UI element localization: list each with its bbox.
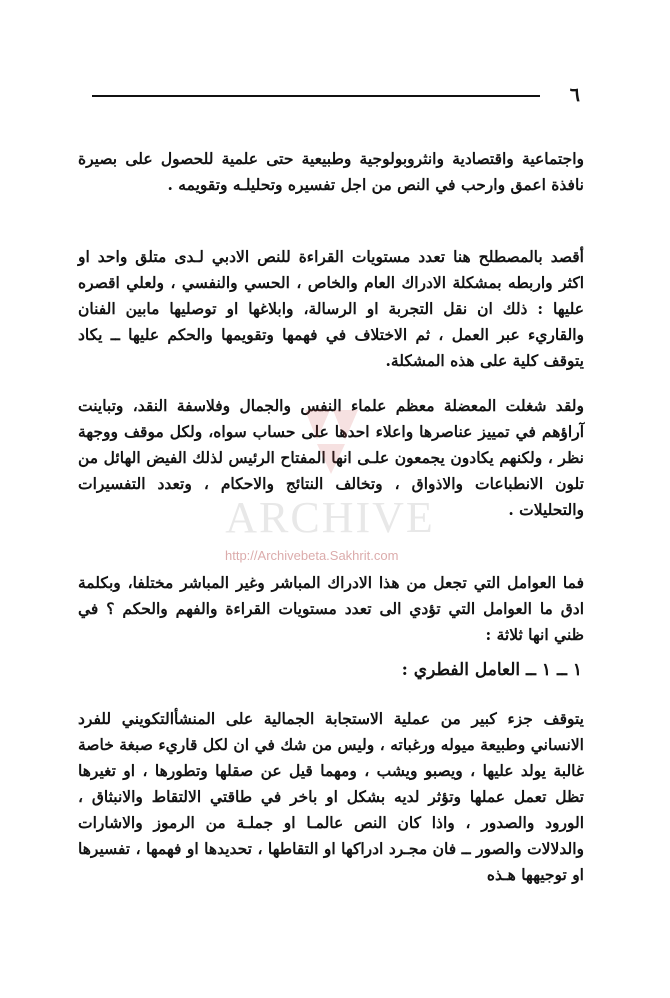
page-number: ٦ <box>569 84 580 106</box>
page-header <box>92 84 580 108</box>
paragraph-3: ولقد شغلت المعضلة معظم علماء النفس والجمال وفلاسفة النقد، وتباينت آراؤهم في تمييز عناصرها واعلاء احدها على حساب سواه، ولكل موقف ووجهة نظر ، ولكنهم يكادون يجمعون علـى انها المفتاح الرئيس لذلك الفيض الهائل من تلون الانطباعات والاذواق ، وتخالف النتائج والاحكام ، وتعدد التفسيرات والتحليلات . <box>78 396 584 519</box>
paragraph-4: فما العوامل التي تجعل من هذا الادراك المباشر وغير المباشر مختلفا، وبكلمة ادق ما العوامل التي تؤدي الى تعدد مستويات القراءة والفهم والحكم ؟ في ظني انها ثلاثة : <box>78 573 584 644</box>
section-heading: ١ ــ ١ ــ العامل الفطري : <box>401 660 582 680</box>
paragraph-1: واجتماعية واقتصادية وانثروبولوجية وطبيعية حتى علمية للحصول على بصيرة نافذة اعمق وارحب في النص من اجل تفسيره وتحليلـه وتقويمه . <box>78 149 584 194</box>
header-rule <box>92 95 540 97</box>
watermark-url: http://Archivebeta.Sakhrit.com <box>225 548 399 563</box>
paragraph-2: أقصد بالمصطلح هنا تعدد مستويات القراءة للنص الادبي لـدى متلق واحد او اكثر واربطه بمشكلة الادراك العام والخاص ، الحسي والنفسي ، ولعلي اقصره عليها : ذلك ان نقل التجربة او الرسالة، وابلاغها او توصليها مابين الفنان والقاريء عبر العمل ، ثم الاختلاف في فهمها وتقويمها والحكم عليها ــ يكاد يتوقف كلية على هذه المشكلة. <box>78 247 585 370</box>
paragraph-5: يتوقف جزء كبير من عملية الاستجابة الجمالية على المنشأالتكويني للفرد الانساني وطبيعة ميوله ورغباته ، وليس من شك في ان لكل قاريء صبغة خاصة غالبة يولد عليها ، ويصبو ويشب ، ومهما قيل عن صقلها وتطورها ، او تغيرها تظل تعمل عملها وتؤثر لديه بشكل او باخر في طاقتي الالتقاط والانبثاق ، الورود والصدور ، واذا كان النص عالمـا او جملـة من الرموز والاشارات والدلالات والصور ــ فان مجـرد ادراكها او التقاطها ، تحديدها او فهمها ، تفسيرها او توجيهها هـذه <box>78 709 584 884</box>
watermark-brand: ARCHIVE <box>225 493 435 542</box>
